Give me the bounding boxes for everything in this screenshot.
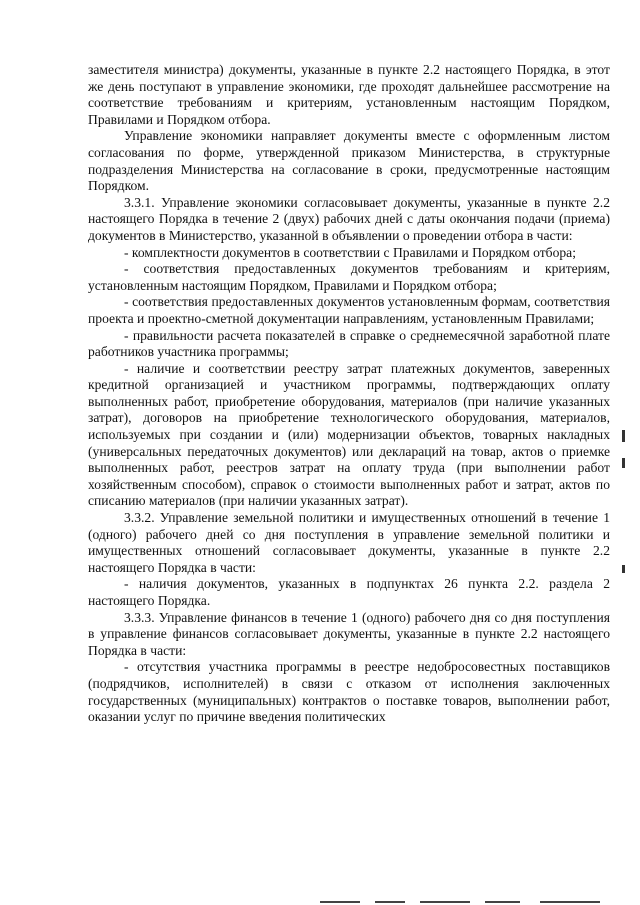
list-item-document-availability: - наличия документов, указанных в подпунктах 26 пункта 2.2. раздела 2 настоящего Порядка.	[88, 576, 610, 608]
scan-edge-mark	[622, 430, 625, 442]
list-item-unfair-suppliers: - отсутствия участника программы в реестре недобросовестных поставщиков (подрядчиков, исполнителей) в связи с отказом от исполнения заключенных государственных (муниципальных) контрактов о поставке товаров, выполнении работ, оказании услуг по причине введения политических	[88, 659, 610, 725]
scan-edge-mark	[622, 565, 625, 573]
paragraph-continuation: заместителя министра) документы, указанные в пункте 2.2 настоящего Порядка, в этот же день поступают в управление экономики, где проходят дальнейшее рассмотрение на соответствие требованиям и критериям, установленным настоящим Порядком, Правилами и Порядком отбора.	[88, 62, 610, 127]
paragraph-3-3-1: 3.3.1. Управление экономики согласовывает документы, указанные в пункте 2.2 настоящего Порядка в течение 2 (двух) рабочих дней с даты окончания подачи (приема) документов в Министерство, указанной в объявлении о проведении отбора в части:	[88, 194, 610, 243]
document-body	[88, 62, 610, 726]
list-item-payment-documents: - наличие и соответствии реестру затрат платежных документов, заверенных кредитной организацией и участником программы, подтверждающих оплату выполненных работ, приобретение оборудования, материалов (при наличие указанных затрат), договоров на приобретение технологического оборудования, материалов, используемых при создании и (или) модернизации объектов, товарных накладных (универсальных передаточных документов) или деклараций на товар, актов о приемке выполненных работ, реестров затрат на оплату труда (при выполнении работ хозяйственным способом), справок о стоимости выполненных работ и затрат, актов по списанию материалов (при наличии указанных затрат).	[88, 360, 610, 509]
scan-bottom-artifact	[540, 901, 600, 903]
paragraph-3-3-3: 3.3.3. Управление финансов в течение 1 (одного) рабочего дня со дня поступления в управление финансов согласовывает документы, указанные в пункте 2.2 настоящего Порядка в части:	[88, 609, 610, 658]
paragraph-economy-directs: Управление экономики направляет документы вместе с оформленным листом согласования по форме, утвержденной приказом Министерства, в структурные подразделения Министерства на согласование в сроки, предусмотренные настоящим Порядком.	[88, 128, 610, 194]
scan-bottom-artifact	[375, 901, 405, 903]
scan-bottom-artifact	[320, 901, 360, 903]
list-item-forms: - соответствия предоставленных документов установленным формам, соответствия проекта и проектно-сметной документации направлениям, установленным Правилами;	[88, 294, 610, 326]
scan-bottom-artifact	[485, 901, 520, 903]
scan-bottom-artifact	[420, 901, 470, 903]
list-item-salary-calculation: - правильности расчета показателей в справке о среднемесячной заработной плате работников участника программы;	[88, 327, 610, 360]
paragraph-3-3-2: 3.3.2. Управление земельной политики и имущественных отношений в течение 1 (одного) рабочего дней со дня поступления в управление земельной политики и имущественных отношений согласовывает документы, указанные в пункте 2.2 настоящего Порядка в части:	[88, 510, 610, 575]
list-item-requirements: - соответствия предоставленных документов требованиям и критериям, установленным настоящим Порядком, Правилами и Порядком отбора;	[88, 261, 610, 293]
scan-edge-mark	[622, 458, 625, 468]
list-item-completeness: - комплектности документов в соответствии с Правилами и Порядком отбора;	[124, 244, 576, 260]
